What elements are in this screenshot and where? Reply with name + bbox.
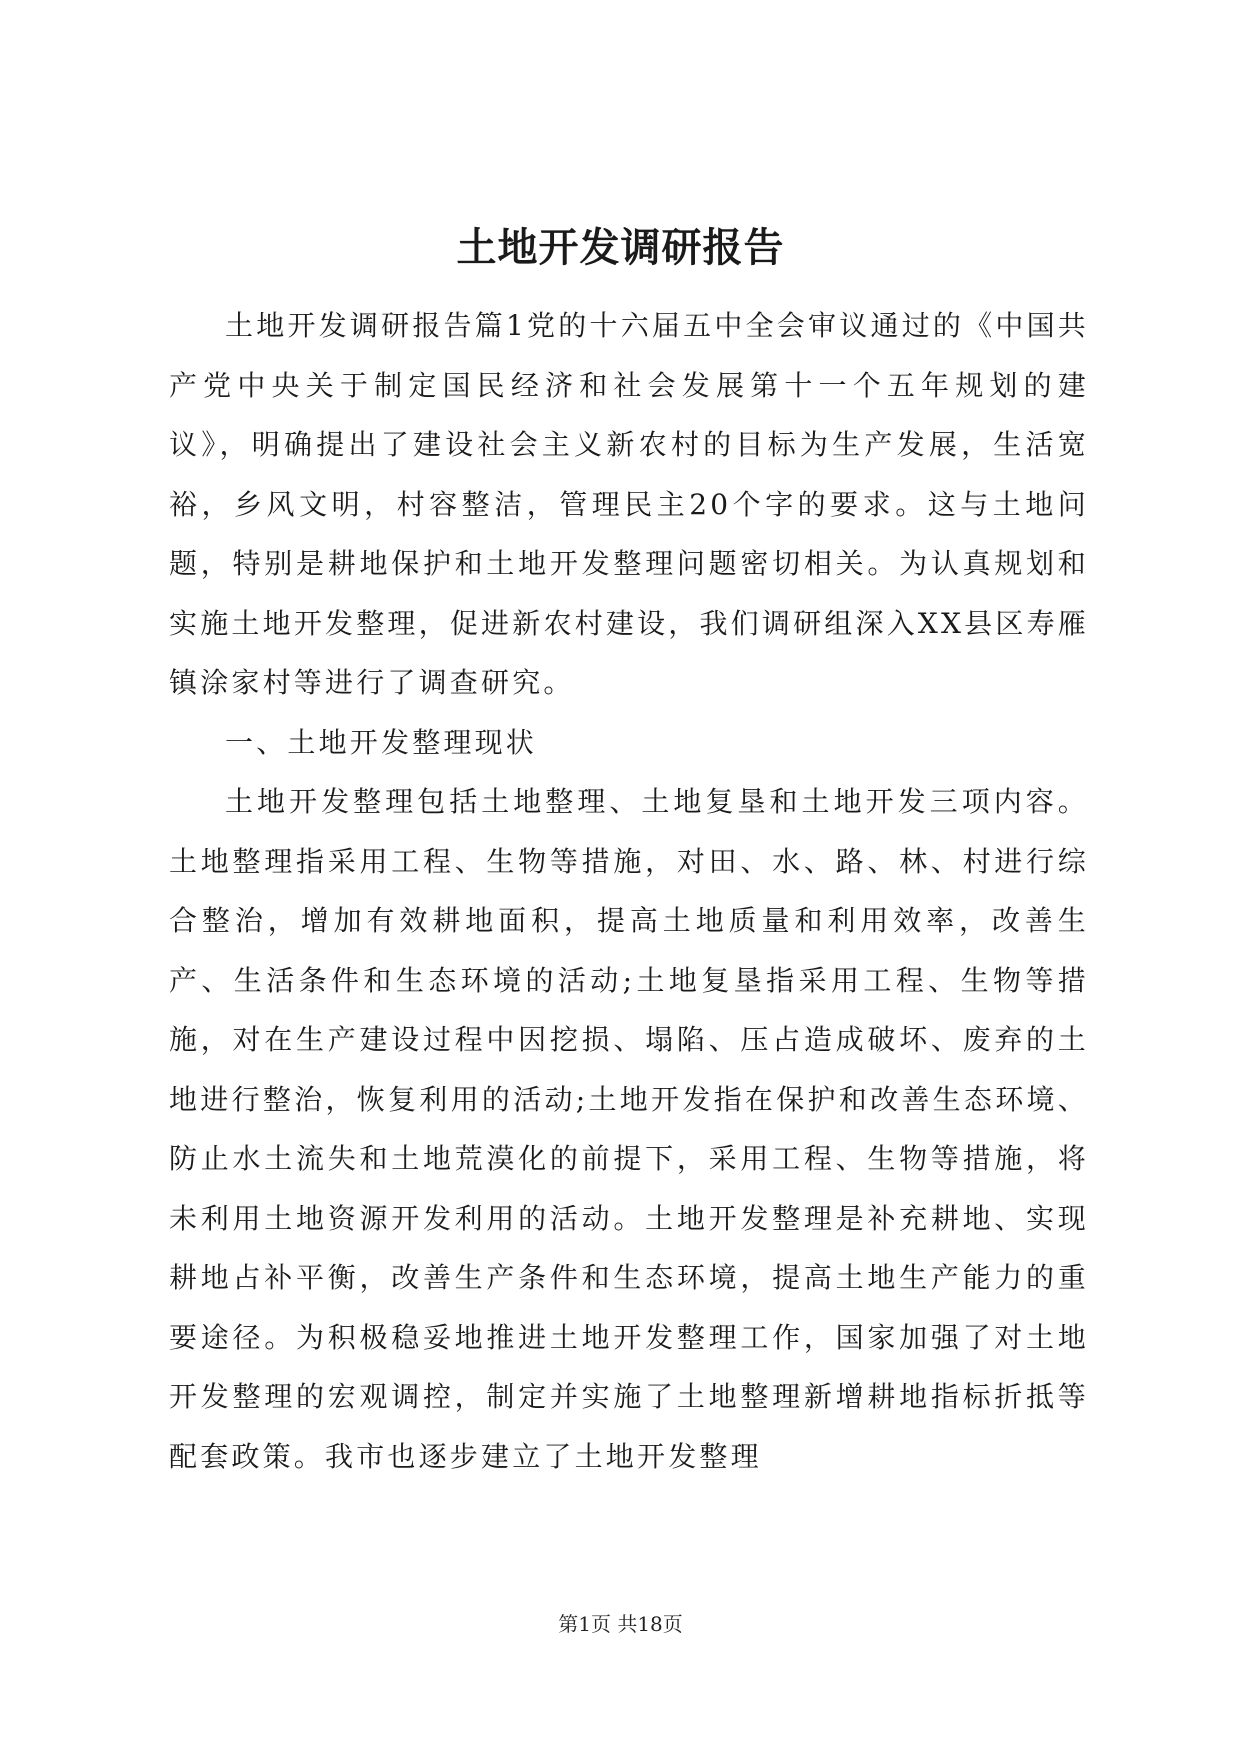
section-heading: 一、土地开发整理现状 [225, 725, 538, 759]
page-footer [0, 1610, 1241, 1638]
intro-paragraph: 土地开发调研报告篇1党的十六届五中全会审议通过的《中国共产党中央关于制定国民经济和社会发展第十一个五年规划的建议》，明确提出了建设社会主义新农村的目标为生产发展，生活宽裕，乡风文明，村容整洁，管理民主20个字的要求。这与土地问题，特别是耕地保护和土地开发整理问题密切相关。为认真规划和实施土地开发整理，促进新农村建设，我们调研组深入XX县区寿雁镇涂家村等进行了调查研究。 [169, 309, 1089, 699]
page-number-label: 第1页 共18页 [558, 1612, 683, 1636]
document-title: 土地开发调研报告 [456, 224, 785, 271]
document-body [169, 296, 1089, 1486]
section-paragraph: 土地开发整理包括土地整理、土地复垦和土地开发三项内容。土地整理指采用工程、生物等措施，对田、水、路、林、村进行综合整治，增加有效耕地面积，提高土地质量和利用效率，改善生产、生活条件和生态环境的活动;土地复垦指采用工程、生物等措施，对在生产建设过程中因挖损、塌陷、压占造成破坏、废弃的土地进行整治，恢复利用的活动;土地开发指在保护和改善生态环境、防止水土流失和土地荒漠化的前提下，采用工程、生物等措施，将未利用土地资源开发利用的活动。土地开发整理是补充耕地、实现耕地占补平衡，改善生产条件和生态环境，提高土地生产能力的重要途径。为积极稳妥地推进土地开发整理工作，国家加强了对土地开发整理的宏观调控，制定并实施了土地整理新增耕地指标折抵等配套政策。我市也逐步建立了土地开发整理 [169, 785, 1089, 1473]
